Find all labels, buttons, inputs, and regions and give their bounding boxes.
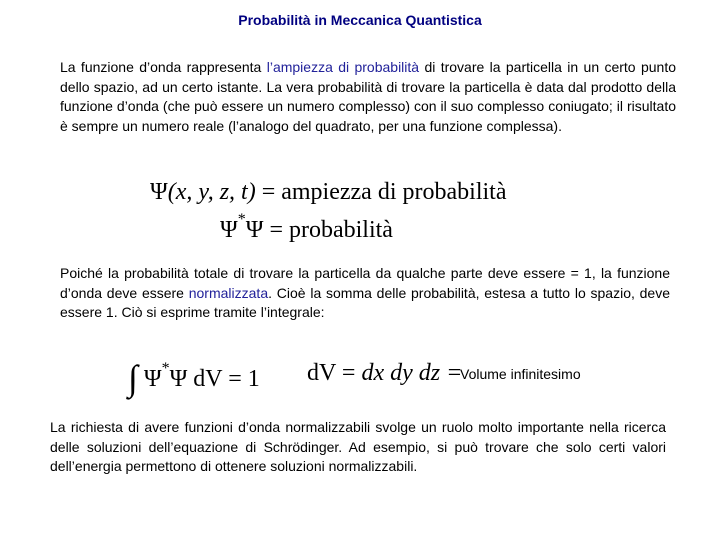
integral-symbol: ∫ <box>128 358 138 398</box>
conjugate-star: * <box>161 360 170 377</box>
integral-body: Ψ dV = 1 <box>169 366 260 392</box>
psi-symbol: Ψ <box>245 217 264 243</box>
volume-element-rhs: dx dy dz = <box>361 360 463 386</box>
equation-probability-rhs: = probabilità <box>269 217 393 243</box>
equation-amplitude-rhs: = ampiezza di probabilità <box>261 179 507 205</box>
volume-label: Volume infinitesimo <box>460 366 581 382</box>
conjugate-star: * <box>237 211 246 228</box>
psi-arguments: (x, y, z, t) <box>167 179 256 205</box>
volume-element-lhs: dV = <box>307 360 362 386</box>
psi-symbol: Ψ <box>150 179 168 205</box>
paragraph-normalization <box>60 264 670 323</box>
psi-symbol: Ψ <box>143 366 162 392</box>
equation-amplitude <box>150 180 506 204</box>
slide-title: Probabilità in Meccanica Quantistica <box>238 12 482 28</box>
equation-normalization-integral <box>128 356 260 398</box>
highlight-normalized: normalizzata <box>188 284 269 301</box>
highlight-probability-amplitude: l’ampiezza di probabilità <box>266 59 420 75</box>
paragraph-schrodinger: La richiesta di avere funzioni d’onda normalizzabili svolge un ruolo molto importante nella ricerca delle soluzioni dell’equazione di Schrödinger. Ad esempio, si può trovare che solo certi valori dell’energia permettono di ottenere soluzioni normalizzabili. <box>50 419 666 474</box>
paragraph-definition-post: di trovare la particella in un certo punto dello spazio, ad un certo istante. La vera probabilità di trovare la particella è data dal prodotto della funzione d’onda (che può essere un numero complesso) con il suo complesso coniugato; il risultato è sempre un numero reale (l’analogo del quadrato, per una funzione complessa). <box>60 59 676 134</box>
equation-probability <box>220 211 393 243</box>
paragraph-normalization-post: . Cioè la somma delle probabilità, estesa a tutto lo spazio, deve essere 1. Ciò si esprime tramite l’integrale: <box>60 284 671 320</box>
paragraph-definition <box>60 58 676 136</box>
paragraph-definition-pre: La funzione d’onda rappresenta <box>60 59 267 75</box>
paragraph-normalization-pre: Poiché la probabilità totale di trovare la particella da qualche parte deve essere = 1, la funzione d’onda deve essere <box>60 265 670 301</box>
psi-symbol: Ψ <box>220 217 238 243</box>
equation-volume-element <box>307 361 462 385</box>
